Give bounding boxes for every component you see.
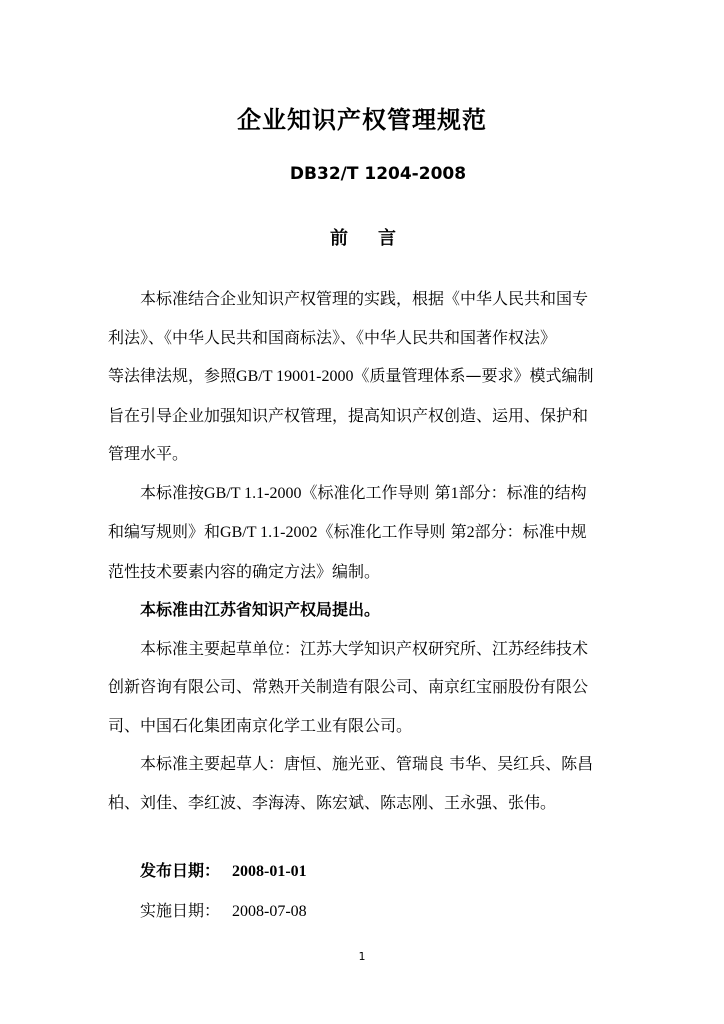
part-number: 2: [466, 524, 475, 541]
paragraph-drafting-units: [108, 630, 628, 746]
paragraph-line: 柏、刘佳、李红波、李海涛、陈宏斌、陈志刚、王永强、张伟。: [108, 792, 557, 812]
page-number: 1: [358, 950, 366, 963]
paragraph-drafters: [108, 745, 628, 822]
text-run: 和编写规则》和: [108, 522, 221, 541]
text-run: 《标准化工作导则 第: [317, 522, 467, 541]
paragraph-line: 本标准结合企业知识产权管理的实践，根据《中华人民共和国专: [140, 289, 589, 308]
paragraph-line: 本标准由江苏省知识产权局提出。: [140, 600, 381, 619]
standard-reference: GB/T 1.1-2002: [220, 524, 318, 541]
standard-reference: GB/T 1.1-2000: [204, 484, 302, 502]
part-number: 1: [450, 484, 459, 502]
text-run: 部分：标准的结构: [458, 482, 587, 502]
paragraph-line: [108, 513, 628, 553]
paragraph-line: [108, 357, 628, 397]
preface-body: [108, 280, 628, 822]
paragraph-proposer: [108, 591, 628, 630]
paragraph-line: 创新咨询有限公司、常熟开关制造有限公司、南京红宝丽股份有限公: [108, 677, 589, 696]
paragraph-line: 司、中国石化集团南京化学工业有限公司。: [108, 715, 413, 735]
standard-reference: GB/T 19001-2000: [236, 368, 354, 385]
paragraph-line: 范性技术要素内容的确定方法》编制。: [108, 561, 381, 581]
paragraph-line: 旨在引导企业加强知识产权管理，提高知识产权创造、运用、保护和: [108, 405, 589, 425]
implement-date-label: 实施日期：: [140, 901, 221, 920]
standard-code: DB32/T 1204-2008: [289, 164, 467, 184]
preface-heading: 前言: [330, 228, 426, 249]
paragraph-line: [108, 474, 628, 514]
publish-date-label: 发布日期：: [140, 861, 221, 880]
text-run: 本标准按: [140, 482, 205, 502]
publish-date-row: [140, 858, 307, 881]
paragraph-line: 本标准主要起草单位：江苏大学知识产权研究所、江苏经纬技术: [140, 638, 589, 658]
text-run: 等法律法规，参照: [108, 366, 237, 385]
paragraph-line: 利法》、《中华人民共和国商标法》、《中华人民共和国著作权法》: [108, 327, 557, 347]
paragraph-purpose: [108, 280, 628, 474]
paragraph-line: 本标准主要起草人：唐恒、施光亚、管瑞良 韦华、吴红兵、陈昌: [140, 754, 594, 773]
implement-date-value: 2008-07-08: [232, 903, 307, 920]
implement-date-row: [140, 898, 307, 921]
publish-date-value: 2008-01-01: [232, 863, 307, 880]
text-run: 部分：标准中规: [474, 522, 587, 541]
text-run: 《质量管理体系—要求》模式编制: [353, 366, 594, 385]
paragraph-line: 管理水平。: [108, 444, 189, 463]
document-title: 企业知识产权管理规范: [237, 106, 487, 134]
paragraph-drafting-rules: [108, 474, 628, 592]
text-run: 《标准化工作导则 第: [301, 482, 451, 502]
